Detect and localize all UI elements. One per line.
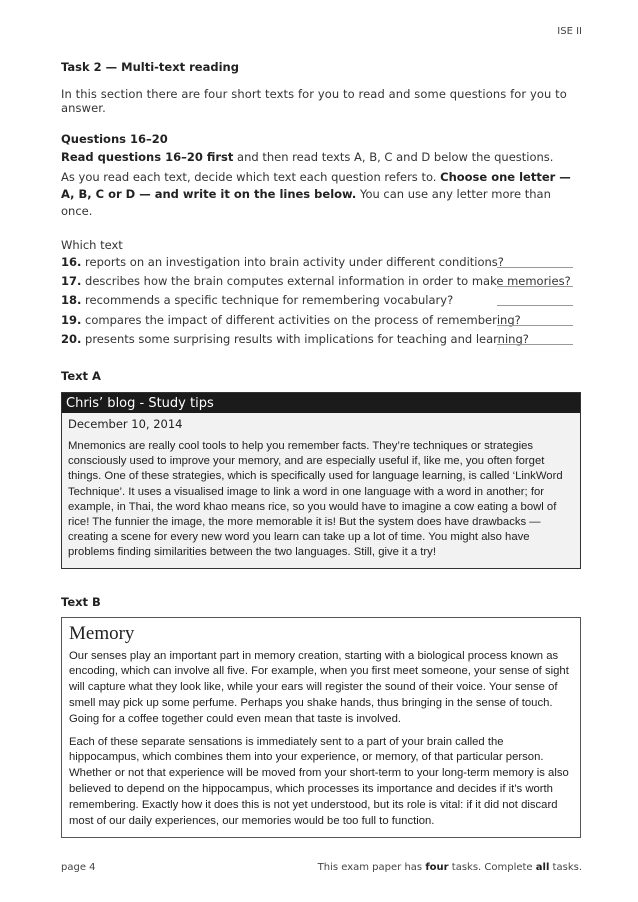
- footer-note-all: all: [535, 862, 550, 873]
- memory-paragraph-1: Our senses play an important part in memory creation, starting with a biological process known as encoding, which can involve all five. For example, when you first meet someone, your sense of sight will capture what they look like, while your ears will register the sound of their voice. Your sense of smell may pick up some perfume. Perhaps you shake hands, thus bringing in the sense of touch. Going for a coffee together could even mean that taste is involved.: [69, 649, 569, 725]
- text-a-blog-box: [61, 392, 581, 569]
- footer-note-mid: tasks. Complete: [448, 862, 536, 873]
- text-a-label: Text A: [61, 368, 101, 383]
- question-number: 18.: [61, 293, 82, 308]
- question-number: 17.: [61, 274, 82, 289]
- question-number: 16.: [61, 255, 82, 269]
- answer-line-19[interactable]: [497, 325, 573, 326]
- exam-code: ISE II: [557, 26, 582, 37]
- text-b-label: Text B: [61, 594, 101, 609]
- answer-line-16[interactable]: [497, 267, 573, 268]
- question-18: [61, 293, 583, 312]
- instruction-read-first-rest: and then read texts A, B, C and D below the questions.: [233, 150, 554, 164]
- memory-title: Memory: [69, 622, 135, 644]
- question-number: 19.: [61, 312, 82, 327]
- answer-line-18[interactable]: [497, 305, 573, 306]
- task-intro: In this section there are four short texts for you to read and some questions for you to answer.: [61, 87, 567, 115]
- question-text: compares the impact of different activities on the process of remembering?: [81, 312, 521, 327]
- questions-heading: Questions 16–20: [61, 132, 168, 146]
- task-title: Task 2 — Multi-text reading: [61, 60, 239, 74]
- instruction-read-first-bold: Read questions 16–20 first: [61, 150, 234, 164]
- answer-line-20[interactable]: [497, 344, 573, 345]
- question-number: 20.: [61, 331, 82, 346]
- footer-note-pre: This exam paper has: [317, 862, 426, 873]
- question-text: reports on an investigation into brain activity under different conditions?: [81, 255, 504, 269]
- question-20: [61, 332, 583, 351]
- memory-paragraph-2: Each of these separate sensations is immediately sent to a part of your brain called the hippocampus, which combines them into your experience, or memory, of that particular person. Whether or not that experience will be moved from your short-term to your long-term memory is also believed to depend on the hippocampus, which processes its importance and decides if it’s worth remembering. Exactly how it does this is not yet understood, but its role is vital: if it did not discard most of our daily experiences, our memories would be too full to function.: [69, 735, 569, 827]
- question-text: recommends a specific technique for remembering vocabulary?: [81, 293, 454, 308]
- footer-note-four: four: [425, 862, 449, 873]
- question-17: [61, 274, 583, 293]
- instruction-choose-bold: Choose one letter — A, B, C or D — and write it on the lines below.: [61, 170, 571, 201]
- page-content: [61, 60, 583, 838]
- blog-title: Chris’ blog - Study tips: [62, 393, 580, 413]
- footer-note: [318, 862, 582, 873]
- footer-note-post: tasks.: [549, 862, 582, 873]
- memory-body: [62, 649, 580, 838]
- blog-body: Mnemonics are really cool tools to help you remember facts. They’re techniques or strategies consciously used to improve your memory, and are especially useful if, like me, you often forget things. One of these strategies, which is specifically used for language learning, is called ‘LinkWord Technique’. It uses a visualised image to link a word in one language with a word in another; for example, in Thai, the word khao means rice, so you would have to imagine a cow eating a bowl of rice! The funnier the image, the more memorable it is! But the system does have drawbacks — creating a scene for every new word you learn can take up a lot of time. You might also have problems finding similarities between the two languages. Still, give it a try!: [68, 439, 563, 559]
- question-16: [61, 255, 583, 274]
- blog-date: December 10, 2014: [68, 416, 183, 431]
- text-b-box: [61, 617, 581, 839]
- instruction-read-first: [61, 150, 583, 164]
- answer-line-17[interactable]: [497, 286, 573, 287]
- page-number: page 4: [61, 862, 96, 873]
- question-text: presents some surprising results with implications for teaching and learning?: [81, 331, 529, 346]
- instruction-choose-end: You can use any letter more than once.: [61, 187, 551, 218]
- instruction-choose-letter: [61, 169, 583, 220]
- instruction-choose-start: As you read each text, decide which text each question refers to.: [61, 170, 441, 184]
- question-text: describes how the brain computes external information in order to make memories?: [81, 274, 571, 289]
- question-19: [61, 313, 583, 332]
- which-text-label: Which text: [61, 238, 123, 252]
